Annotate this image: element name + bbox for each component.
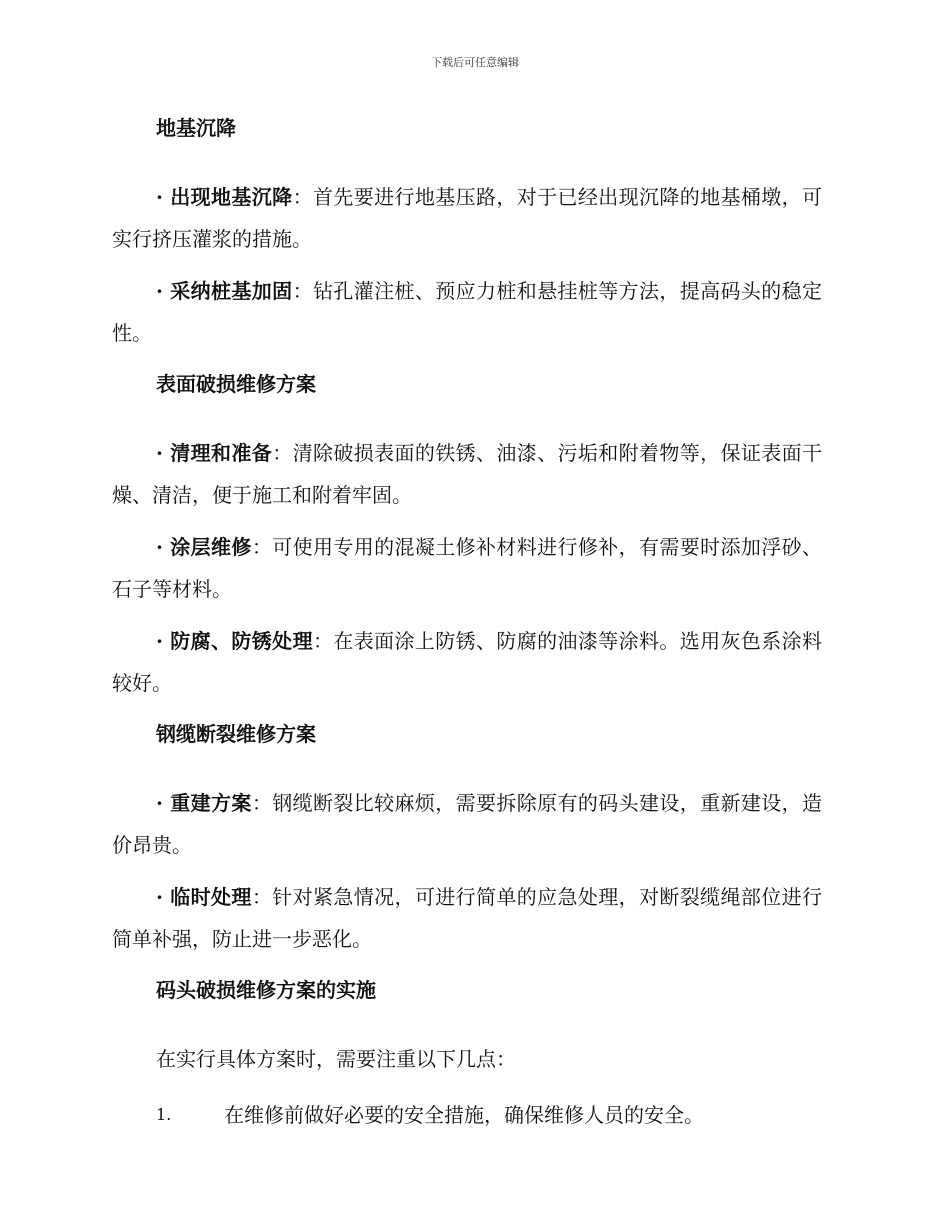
section-heading-foundation-settlement: 地基沉降	[156, 116, 236, 140]
paragraph-text: ：在表面涂上防锈、防腐的油漆等涂料。选用灰色系涂料较好。	[112, 629, 822, 695]
term-label: · 涂层维修	[156, 535, 252, 559]
paragraph-text: ：首先要进行地基压路，对于已经出现沉降的地基桶墩，可实行挤压灌浆的措施。	[112, 185, 823, 251]
section-heading-surface-damage: 表面破损维修方案	[156, 372, 316, 396]
section-heading-implementation: 码头破损维修方案的实施	[156, 978, 376, 1002]
paragraph-anticorrosion	[112, 620, 822, 704]
section-heading-cable-break: 钢缆断裂维修方案	[156, 722, 316, 746]
list-number: 1.	[156, 1105, 172, 1124]
paragraph-temporary-handling	[112, 876, 822, 960]
paragraph-text: ：钻孔灌注桩、预应力桩和悬挂桩等方法，提高码头的稳定性。	[112, 279, 823, 345]
paragraph-text: ：针对紧急情况，可进行简单的应急处理，对断裂缆绳部位进行简单补强，防止进一步恶化。	[112, 885, 822, 951]
paragraph-cleaning-preparation	[112, 432, 822, 516]
paragraph-implementation-intro: 在实行具体方案时，需要注重以下几点：	[156, 1047, 516, 1071]
header-note: 下载后可任意编辑	[431, 56, 519, 69]
paragraph-rebuild-plan	[112, 782, 822, 866]
document-body	[112, 108, 822, 1136]
term-label: · 出现地基沉降	[156, 185, 293, 209]
term-label: · 重建方案	[156, 791, 252, 815]
list-item	[112, 1094, 822, 1136]
paragraph-coating-repair	[112, 526, 822, 610]
term-label: · 清理和准备	[156, 441, 273, 465]
paragraph-text: ：清除破损表面的铁锈、油漆、污垢和附着物等，保证表面干燥、清洁，便于施工和附着牢固。	[112, 441, 822, 507]
term-label: · 防腐、防锈处理	[156, 629, 313, 653]
paragraph-settlement-occurrence	[112, 176, 822, 260]
list-item-text: 在维修前做好必要的安全措施，确保维修人员的安全。	[224, 1103, 704, 1127]
term-label: · 采纳桩基加固	[156, 279, 293, 303]
paragraph-text: ：钢缆断裂比较麻烦，需要拆除原有的码头建设，重新建设，造价昂贵。	[112, 791, 822, 857]
term-label: · 临时处理	[156, 885, 252, 909]
paragraph-text: ：可使用专用的混凝土修补材料进行修补，有需要时添加浮砂、石子等材料。	[112, 535, 822, 601]
paragraph-pile-reinforcement	[112, 270, 822, 354]
